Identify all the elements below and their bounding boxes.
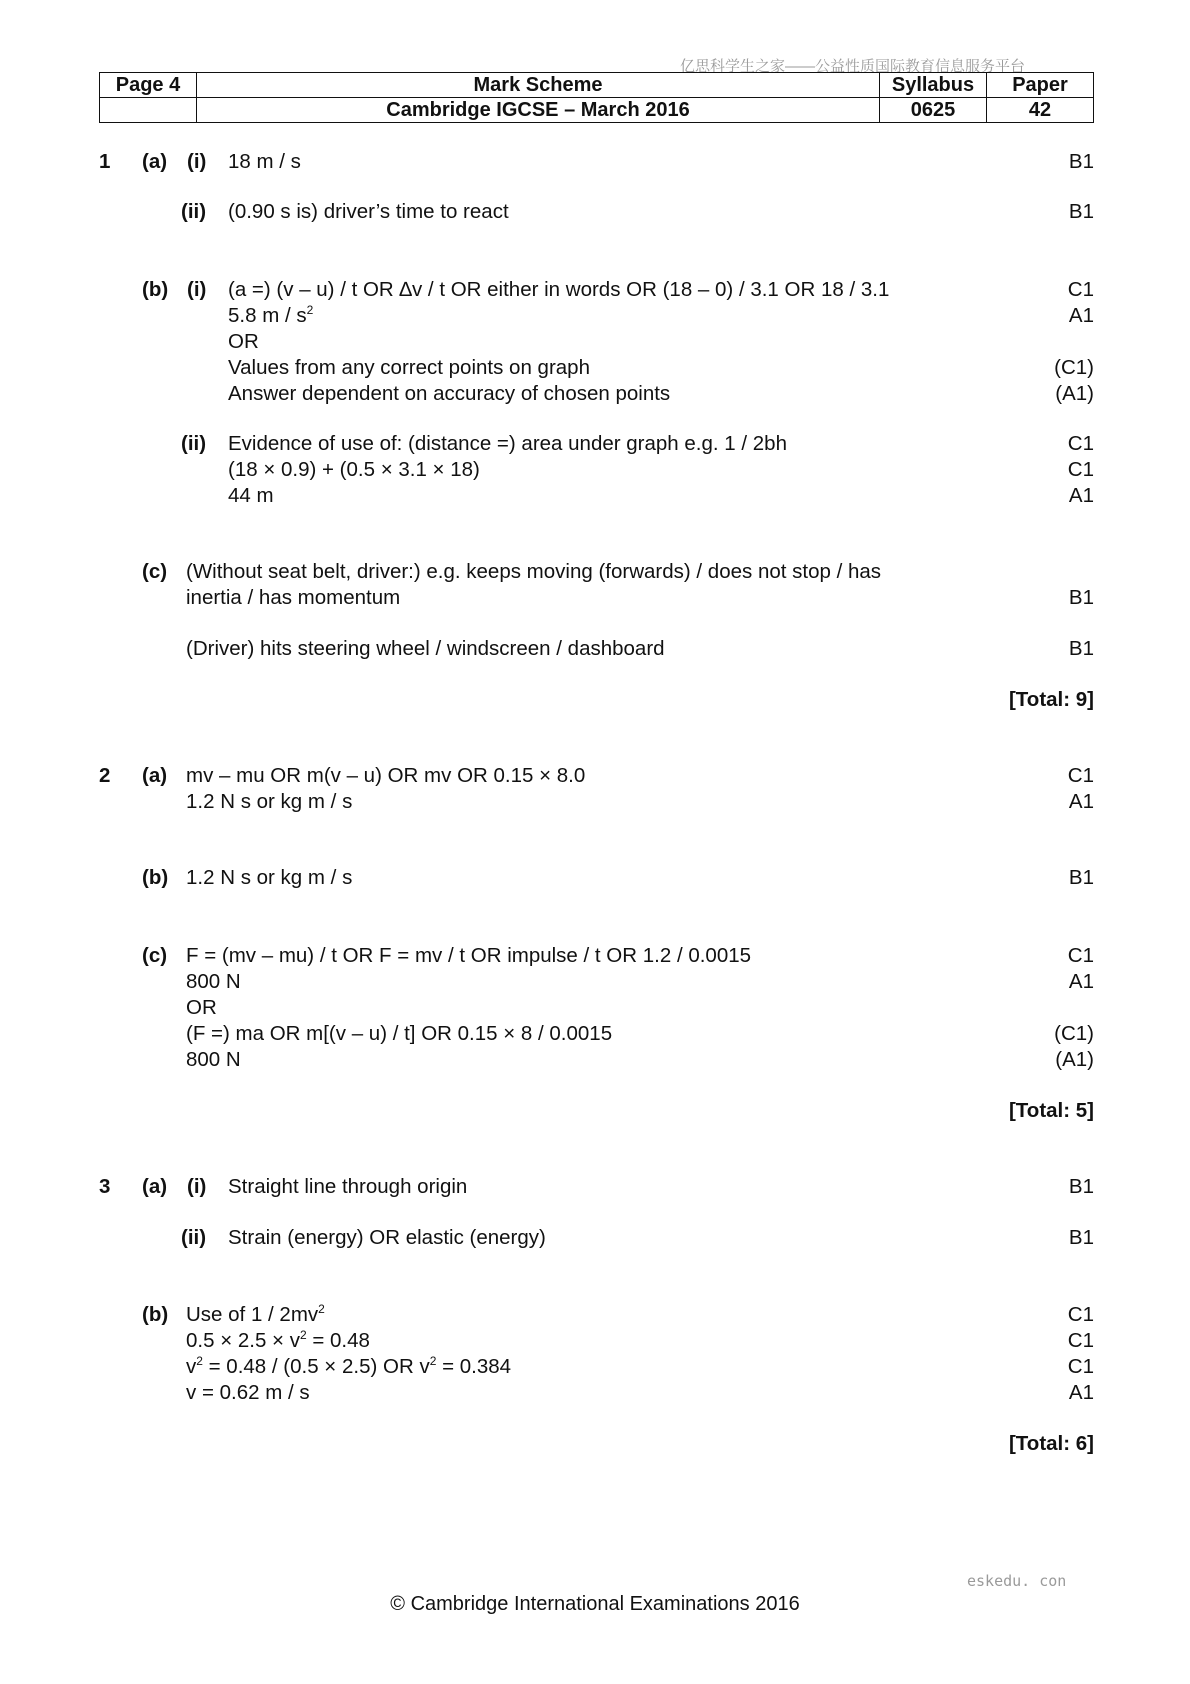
q1-bii-mark: A1 — [1068, 484, 1094, 507]
q2-a-mark: A1 — [1068, 790, 1094, 813]
q2-a-line2: 1.2 N s or kg m / s — [186, 790, 353, 813]
q1-total: [Total: 9] — [1008, 688, 1094, 711]
q1-c-line1: (Without seat belt, driver:) e.g. keeps moving (forwards) / does not stop / has — [186, 560, 882, 583]
q2-c-mark: (C1) — [1054, 1022, 1094, 1045]
q3-b-line2: $0.5 \times 2.5 \times v^2 = 0.48$ — [186, 1328, 370, 1352]
q1-aii-label: (ii) — [181, 200, 207, 223]
q1-bi-line2: 5.8 m / $s^2$ — [228, 303, 314, 327]
q2-total: [Total: 5] — [1008, 1099, 1094, 1122]
q1-b-label: (b) — [142, 278, 169, 301]
q2-a-label: (a) — [142, 764, 168, 787]
q1-bii-line3: 44 m — [228, 484, 274, 507]
q1-c-line3: (Driver) hits steering wheel / windscreen / dashboard — [186, 637, 665, 660]
q1-bi-line1: (a =) (v – u) / t OR ∆v / t OR either in words OR (18 – 0) / 3.1 OR 18 / 3.1 — [228, 278, 890, 301]
q1-bi-mark: (A1) — [1055, 382, 1094, 405]
q2-number: 2 — [99, 764, 111, 787]
q1-a-label: (a) — [142, 150, 168, 173]
q1-aii-mark: B1 — [1068, 200, 1094, 223]
q3-b-label: (b) — [142, 1303, 169, 1326]
q3-number: 3 — [99, 1175, 111, 1198]
q3-ai-mark: B1 — [1068, 1175, 1094, 1198]
q2-b-line1: 1.2 N s or kg m / s — [186, 866, 353, 889]
q1-ai-label: (i) — [187, 150, 207, 173]
q3-b-line1: Use of $1 / 2mv^2$ — [186, 1302, 325, 1326]
q2-c-line1: F = (mv – mu) / t OR F = mv / t OR impulse / t OR 1.2 / 0.0015 — [186, 944, 752, 967]
q3-b-mark: C1 — [1067, 1329, 1094, 1352]
q2-c-mark: (A1) — [1055, 1048, 1094, 1071]
q2-a-line1: mv – mu OR m(v – u) OR mv OR 0.15 × 8.0 — [186, 764, 586, 787]
q2-c-line4: (F =) ma OR m[(v – u) / t] OR 0.15 × 8 / 0.0015 — [186, 1022, 613, 1045]
q1-bii-line1: Evidence of use of: (distance =) area under graph e.g. 1 / 2bh — [228, 432, 787, 455]
watermark-top: 亿思科学生之家——公益性质国际教育信息服务平台 — [680, 58, 1026, 75]
q1-ai-text: 18 m / s — [228, 150, 301, 173]
q1-c-mark: B1 — [1068, 637, 1094, 660]
header-paper-label: Paper — [987, 73, 1094, 98]
q1-bii-line2: (18 × 0.9) + (0.5 × 3.1 × 18) — [228, 458, 480, 481]
q1-bi-label: (i) — [187, 278, 207, 301]
q2-c-label: (c) — [142, 944, 168, 967]
q3-b-mark: A1 — [1068, 1381, 1094, 1404]
q2-c-line5: 800 N — [186, 1048, 241, 1071]
q3-ai-text: Straight line through origin — [228, 1175, 468, 1198]
q1-ai-mark: B1 — [1068, 150, 1094, 173]
q3-aii-label: (ii) — [181, 1226, 207, 1249]
header-table — [99, 72, 1094, 123]
header-subtitle: Cambridge IGCSE – March 2016 — [197, 98, 880, 123]
header-blank — [100, 98, 197, 123]
q3-total: [Total: 6] — [1008, 1432, 1094, 1455]
q3-b-mark: C1 — [1067, 1355, 1094, 1378]
q1-aii-text: (0.90 s is) driver’s time to react — [228, 200, 509, 223]
q2-b-mark: B1 — [1068, 866, 1094, 889]
q1-bii-mark: C1 — [1067, 458, 1094, 481]
q3-aii-text: Strain (energy) OR elastic (energy) — [228, 1226, 546, 1249]
q3-b-mark: C1 — [1067, 1303, 1094, 1326]
header-page: Page 4 — [100, 73, 197, 98]
q3-aii-mark: B1 — [1068, 1226, 1094, 1249]
q1-c-mark: B1 — [1068, 586, 1094, 609]
footer-copyright: © Cambridge International Examinations 2016 — [390, 1593, 800, 1615]
q1-bi-mark: C1 — [1067, 278, 1094, 301]
header-syllabus-label: Syllabus — [880, 73, 987, 98]
q1-bii-label: (ii) — [181, 432, 207, 455]
q1-bii-mark: C1 — [1067, 432, 1094, 455]
q2-b-label: (b) — [142, 866, 169, 889]
header-syllabus: 0625 — [880, 98, 987, 123]
q2-c-line3: OR — [186, 996, 217, 1019]
q1-bi-line3: OR — [228, 330, 259, 353]
q3-a-label: (a) — [142, 1175, 168, 1198]
q2-c-mark: C1 — [1067, 944, 1094, 967]
q1-bi-mark: (C1) — [1054, 356, 1094, 379]
watermark-bottom: eskedu. con — [967, 1572, 1067, 1590]
header-title: Mark Scheme — [197, 73, 880, 98]
q1-bi-mark: A1 — [1068, 304, 1094, 327]
q2-c-line2: 800 N — [186, 970, 241, 993]
q1-bi-line5: Answer dependent on accuracy of chosen points — [228, 382, 671, 405]
q1-bi-line4: Values from any correct points on graph — [228, 356, 590, 379]
q1-c-line2: inertia / has momentum — [186, 586, 401, 609]
q1-c-label: (c) — [142, 560, 168, 583]
q3-ai-label: (i) — [187, 1175, 207, 1198]
q2-c-mark: A1 — [1068, 970, 1094, 993]
header-paper: 42 — [987, 98, 1094, 123]
q3-b-line4: v = 0.62 m / s — [186, 1381, 310, 1404]
q3-b-line3: $v^2 = 0.48 / (0.5 \times 2.5)$ OR $v^2 = 0.384$ — [186, 1354, 512, 1378]
q1-number: 1 — [99, 150, 111, 173]
q2-a-mark: C1 — [1067, 764, 1094, 787]
